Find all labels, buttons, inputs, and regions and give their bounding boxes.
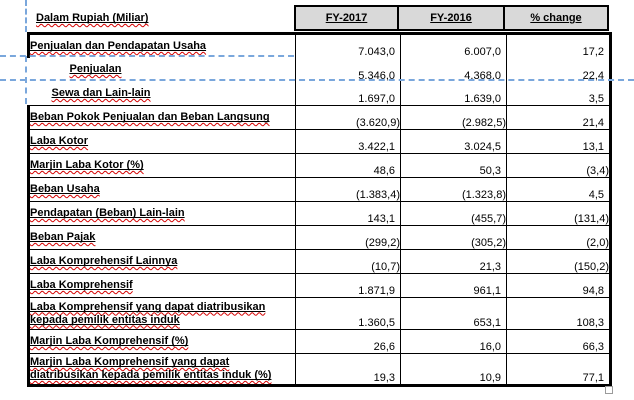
value-fy2017: (299,2) xyxy=(365,237,400,249)
value-fy2016-cell xyxy=(401,178,507,202)
value-fy2016: 16,0 xyxy=(479,341,501,353)
value-fy2017: 19,3 xyxy=(373,372,395,384)
table-row xyxy=(29,330,611,354)
table-body xyxy=(29,34,611,386)
value-fy2016-cell xyxy=(401,226,507,250)
row-label-cell xyxy=(29,58,296,82)
value-fy2016-cell xyxy=(401,354,507,386)
value-fy2017: 26,6 xyxy=(373,341,395,353)
value-fy2016-cell xyxy=(401,130,507,154)
row-label-cell xyxy=(29,226,296,250)
value-fy2017-cell xyxy=(296,82,401,106)
value-pct-change-cell xyxy=(507,58,611,82)
value-fy2017: 1.360,5 xyxy=(358,317,395,329)
row-label-text: Laba Komprehensif xyxy=(30,279,133,291)
column-header-label: FY-2017 xyxy=(325,12,368,24)
table-row xyxy=(29,274,611,298)
value-fy2016: (305,2) xyxy=(471,237,506,249)
value-pct-change: (3,4) xyxy=(586,165,609,177)
value-pct-change: 94,8 xyxy=(582,285,604,297)
value-fy2017-cell xyxy=(296,250,401,274)
row-label-text: Beban Usaha xyxy=(30,183,100,195)
value-pct-change: 3,5 xyxy=(588,93,604,105)
row-label-text: Laba Kotor xyxy=(30,135,89,147)
value-fy2017: 48,6 xyxy=(373,165,395,177)
value-pct-change-cell xyxy=(507,202,611,226)
row-label-cell xyxy=(29,34,296,58)
financial-table xyxy=(27,32,612,387)
value-pct-change-cell xyxy=(507,130,611,154)
row-label xyxy=(30,135,88,147)
value-fy2017: 1.871,9 xyxy=(358,285,395,297)
row-label-cell xyxy=(29,130,296,154)
value-pct-change: 13,1 xyxy=(582,141,604,153)
value-fy2017-cell xyxy=(296,154,401,178)
value-pct-change: (131,4) xyxy=(574,213,609,225)
value-pct-change-cell xyxy=(507,154,611,178)
value-fy2017: (3.620,9) xyxy=(355,117,400,129)
table-title-cell xyxy=(27,5,294,31)
value-pct-change-cell xyxy=(507,274,611,298)
row-label-cell xyxy=(29,106,296,130)
value-pct-change-cell xyxy=(507,298,611,330)
value-pct-change-cell xyxy=(507,106,611,130)
value-fy2016: 50,3 xyxy=(479,165,501,177)
row-label xyxy=(30,111,270,123)
value-fy2017-cell xyxy=(296,178,401,202)
row-label-cell xyxy=(29,354,296,386)
row-label xyxy=(30,335,188,347)
value-fy2016-cell xyxy=(401,34,507,58)
table-row xyxy=(29,226,611,250)
value-fy2016-cell xyxy=(401,106,507,130)
value-pct-change: 21,4 xyxy=(582,117,604,129)
value-pct-change-cell xyxy=(507,178,611,202)
value-fy2017-cell xyxy=(296,330,401,354)
row-label xyxy=(30,255,177,267)
row-label-cell xyxy=(29,250,296,274)
value-pct-change-cell xyxy=(507,34,611,58)
value-fy2016-cell xyxy=(401,250,507,274)
value-fy2016-cell xyxy=(401,58,507,82)
row-label-text: Marjin Laba Komprehensif (%) xyxy=(30,335,189,347)
row-label xyxy=(70,63,122,75)
table-row xyxy=(29,250,611,274)
row-label-text: Sewa dan Lain-lain xyxy=(51,86,151,99)
value-fy2017-cell xyxy=(296,130,401,154)
column-header-row xyxy=(294,5,609,31)
column-header-label: FY-2016 xyxy=(430,12,472,24)
value-pct-change-cell xyxy=(507,226,611,250)
value-fy2017-cell xyxy=(296,226,401,250)
value-fy2017-cell xyxy=(296,106,401,130)
row-label xyxy=(30,231,95,243)
value-fy2017-cell xyxy=(296,354,401,386)
value-fy2017-cell xyxy=(296,202,401,226)
row-label-text: Penjualan xyxy=(69,63,122,75)
value-fy2016: 6.007,0 xyxy=(464,45,501,58)
value-fy2016: (1.323,8) xyxy=(461,189,506,201)
value-fy2017: 5.346,0 xyxy=(358,69,395,82)
table-row xyxy=(29,298,611,330)
value-pct-change: 66,3 xyxy=(582,341,604,353)
value-fy2016-cell xyxy=(401,154,507,178)
value-pct-change: 108,3 xyxy=(576,317,604,329)
table-row xyxy=(29,154,611,178)
value-fy2017-cell xyxy=(296,298,401,330)
row-label xyxy=(30,207,185,219)
row-label-text: Laba Komprehensif yang dapat diatribusikan kepada pemilik entitas induk xyxy=(30,300,266,326)
row-label-text: Penjualan dan Pendapatan Usaha xyxy=(30,39,207,52)
value-fy2016: 3.024,5 xyxy=(464,141,501,153)
page-break-line-horizontal xyxy=(0,55,294,57)
value-fy2017: 7.043,0 xyxy=(358,45,395,58)
row-label-cell xyxy=(29,298,296,330)
table-row xyxy=(29,106,611,130)
value-fy2016: (455,7) xyxy=(471,213,506,225)
value-fy2017-cell xyxy=(296,274,401,298)
value-fy2016: 4.368,0 xyxy=(464,69,501,82)
row-label xyxy=(30,301,265,326)
value-fy2017: 3.422,1 xyxy=(358,141,395,153)
value-fy2016: 653,1 xyxy=(473,317,501,329)
value-fy2016-cell xyxy=(401,274,507,298)
row-label-cell xyxy=(29,178,296,202)
value-pct-change-cell xyxy=(507,82,611,106)
column-header-fy2017 xyxy=(294,5,399,31)
value-fy2016: 1.639,0 xyxy=(464,93,501,105)
row-label xyxy=(30,40,206,52)
resize-handle[interactable] xyxy=(605,386,613,394)
value-fy2016: 961,1 xyxy=(473,285,501,297)
table-title: Dalam Rupiah (Miliar) xyxy=(36,12,149,24)
row-label-cell xyxy=(29,154,296,178)
value-fy2016-cell xyxy=(401,330,507,354)
row-label-cell xyxy=(29,330,296,354)
row-label xyxy=(30,356,271,381)
value-fy2017: (10,7) xyxy=(371,261,400,273)
row-label-text: Laba Komprehensif Lainnya xyxy=(30,255,178,267)
row-label xyxy=(30,159,144,171)
table-row xyxy=(29,58,611,82)
row-label-text: Marjin Laba Komprehensif yang dapat diatribusikan kepada pemilik entitas induk (%) xyxy=(30,356,272,381)
value-fy2017: (1.383,4) xyxy=(355,189,400,201)
value-fy2016: 10,9 xyxy=(479,372,501,384)
value-fy2017-cell xyxy=(296,58,401,82)
table-row xyxy=(29,202,611,226)
value-pct-change: 77,1 xyxy=(582,372,604,384)
column-header-pct-change xyxy=(505,5,609,31)
value-pct-change-cell xyxy=(507,330,611,354)
value-pct-change: (2,0) xyxy=(586,237,609,249)
value-fy2016: (2.982,5) xyxy=(461,117,506,129)
value-pct-change: (150,2) xyxy=(574,261,609,273)
table-row xyxy=(29,34,611,58)
page-break-line-horizontal xyxy=(0,79,634,81)
row-label-cell xyxy=(29,82,296,106)
value-fy2016-cell xyxy=(401,82,507,106)
row-label-cell xyxy=(29,202,296,226)
table-row xyxy=(29,130,611,154)
row-label-text: Beban Pokok Penjualan dan Beban Langsung xyxy=(30,111,270,123)
column-header-fy2016 xyxy=(399,5,505,31)
row-label xyxy=(30,279,133,291)
table-row xyxy=(29,354,611,386)
value-pct-change: 4,5 xyxy=(588,189,604,201)
row-label-text: Beban Pajak xyxy=(30,231,96,243)
value-fy2017: 1.697,0 xyxy=(358,93,395,105)
value-fy2017-cell xyxy=(296,34,401,58)
row-label xyxy=(52,87,151,99)
table-row xyxy=(29,82,611,106)
row-label-text: Pendapatan (Beban) Lain-lain xyxy=(30,207,185,219)
value-fy2016: 21,3 xyxy=(479,261,501,273)
value-fy2016-cell xyxy=(401,202,507,226)
value-fy2016-cell xyxy=(401,298,507,330)
row-label xyxy=(30,183,100,195)
value-pct-change-cell xyxy=(507,250,611,274)
row-label-text: Marjin Laba Kotor (%) xyxy=(30,159,144,171)
value-pct-change: 17,2 xyxy=(582,45,604,58)
value-fy2017: 143,1 xyxy=(367,213,395,225)
table-row xyxy=(29,178,611,202)
value-pct-change: 22,4 xyxy=(582,69,604,82)
column-header-label: % change xyxy=(530,12,582,24)
value-pct-change-cell xyxy=(507,354,611,386)
page-break-line-vertical xyxy=(25,0,27,32)
row-label-cell xyxy=(29,274,296,298)
